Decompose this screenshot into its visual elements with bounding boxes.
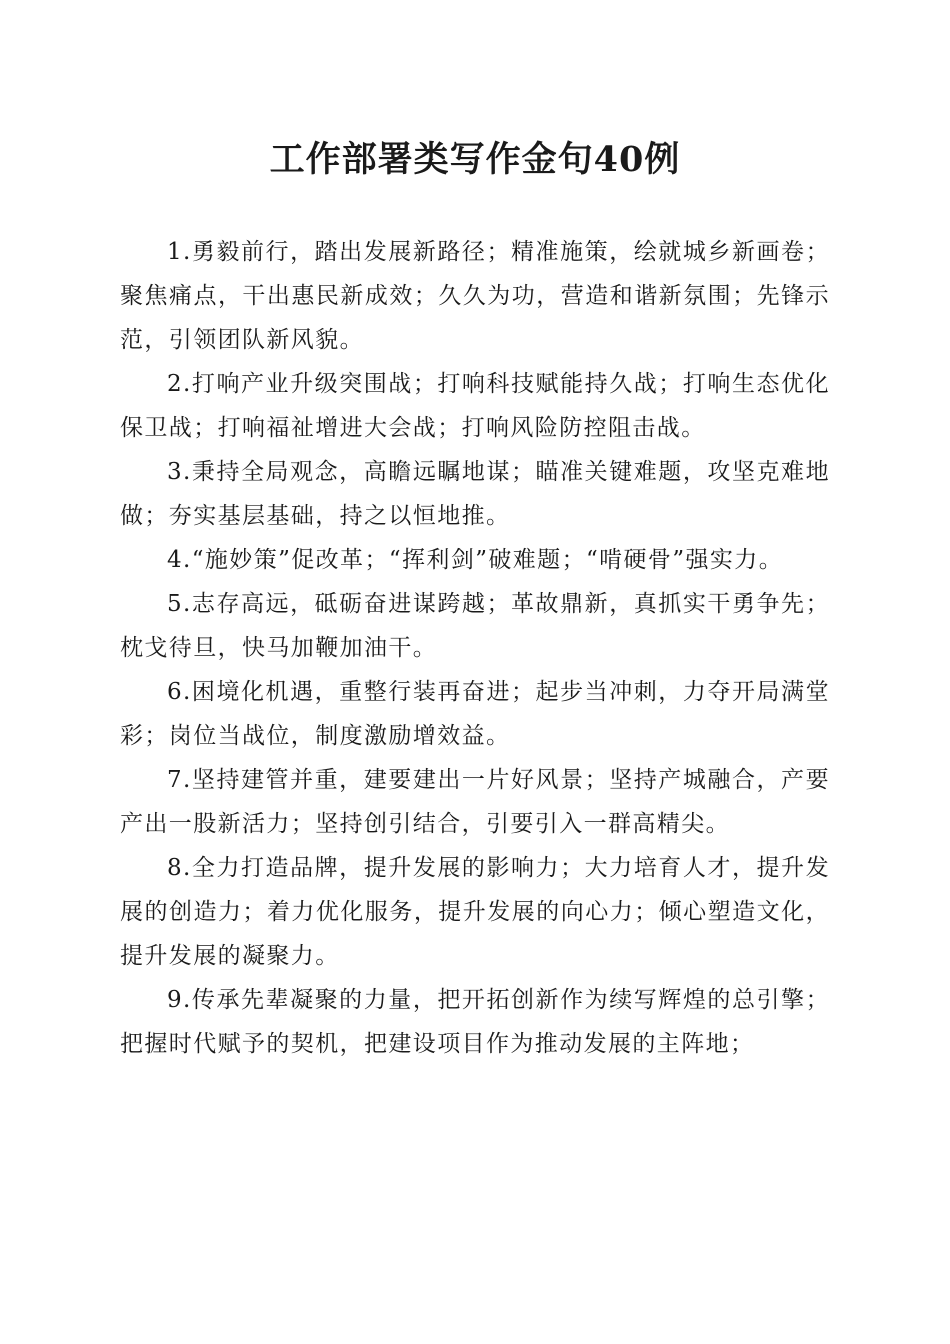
paragraph-1: 1.勇毅前行，踏出发展新路径；精准施策，绘就城乡新画卷；聚焦痛点，干出惠民新成效；久久为功，营造和谐新氛围；先锋示范，引领团队新风貌。 xyxy=(120,239,830,353)
paragraph-2: 2.打响产业升级突围战；打响科技赋能持久战；打响生态优化保卫战；打响福祉增进大会战；打响风险防控阻击战。 xyxy=(120,371,830,441)
paragraph-3: 3.秉持全局观念，高瞻远瞩地谋；瞄准关键难题，攻坚克难地做；夯实基层基础，持之以恒地推。 xyxy=(120,459,830,529)
paragraph-7: 7.坚持建管并重，建要建出一片好风景；坚持产城融合，产要产出一股新活力；坚持创引结合，引要引入一群高精尖。 xyxy=(120,767,830,837)
paragraph-5: 5.志存高远，砥砺奋进谋跨越；革故鼎新，真抓实干勇争先；枕戈待旦，快马加鞭加油干。 xyxy=(120,591,830,661)
paragraph-8: 8.全力打造品牌，提升发展的影响力；大力培育人才，提升发展的创造力；着力优化服务，提升发展的向心力；倾心塑造文化，提升发展的凝聚力。 xyxy=(120,855,830,969)
paragraph-4: 4.“施妙策”促改革；“挥利剑”破难题；“啃硬骨”强实力。 xyxy=(167,547,784,573)
document-title: 工作部署类写作金句40例 xyxy=(269,139,681,180)
paragraph-6: 6.困境化机遇，重整行装再奋进；起步当冲刺，力夺开局满堂彩；岗位当战位，制度激励增效益。 xyxy=(120,679,830,749)
paragraph-9: 9.传承先辈凝聚的力量，把开拓创新作为续写辉煌的总引擎；把握时代赋予的契机，把建设项目作为推动发展的主阵地； xyxy=(120,987,830,1057)
document-body xyxy=(120,230,830,1066)
